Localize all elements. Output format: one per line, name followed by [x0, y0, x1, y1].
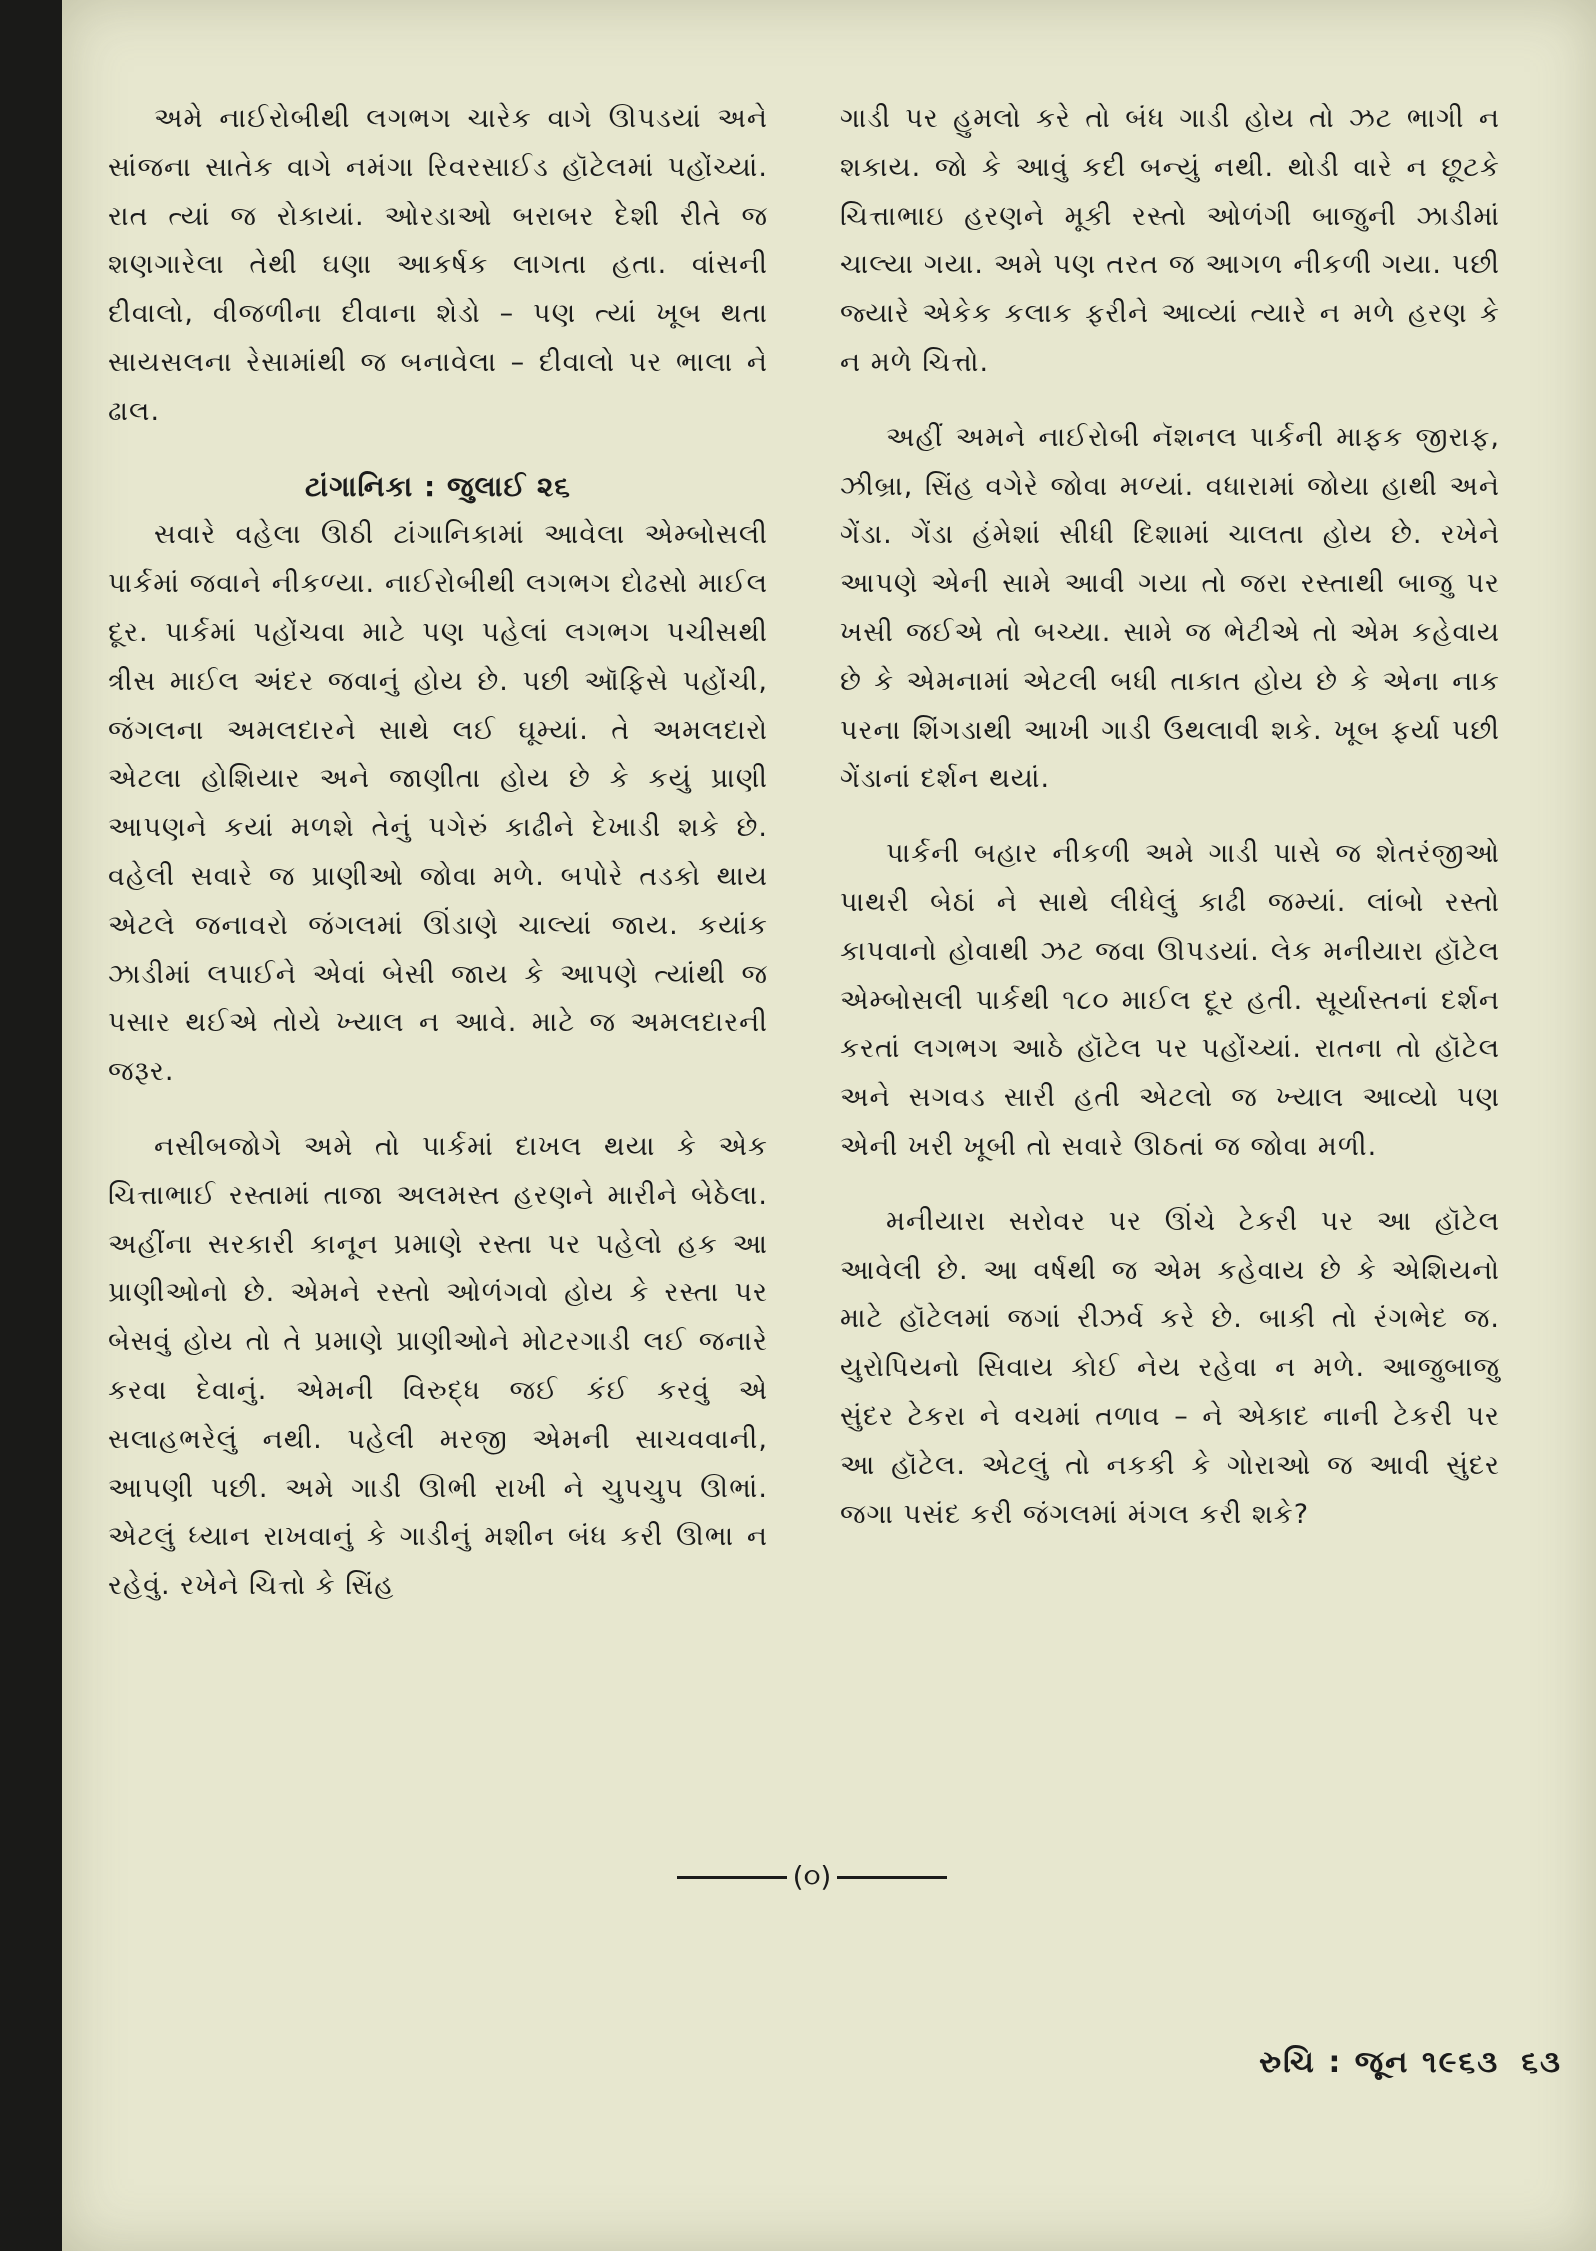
left-paragraph-1: અમે નાઈરોબીથી લગભગ ચારેક વાગે ઊપડયાં અને સાંજના સાતેક વાગે નમંગા રિવરસાઈડ હૉટેલમાં પહોંચ્યાં. રાત ત્યાં જ રોકાયાં. ઓરડાઓ બરાબર દેશી રીતે જ શણગારેલા તેથી ઘણા આકર્ષક લાગતા હતા. વાંસની દીવાલો, વીજળીના દીવાના શેડો – પણ ત્યાં ખૂબ થતા સાયસલના રેસામાંથી જ બનાવેલા – દીવાલો પર ભાલા ને ઢાલ.	[108, 103, 768, 427]
end-separator	[662, 1860, 962, 1894]
left-column	[108, 95, 768, 1637]
right-paragraph-4: મનીયારા સરોવર પર ઊંચે ટેકરી પર આ હૉટેલ આવેલી છે. આ વર્ષથી જ એમ કહેવાય છે કે એશિયનો માટે હૉટેલમાં જગાં રીઝર્વ કરે છે. બાકી તો રંગભેદ જ. યુરોપિયનો સિવાય કોઈ નેય રહેવા ન મળે. આજુબાજુ સુંદર ટેકરા ને વચમાં તળાવ – ને એકાદ નાની ટેકરી પર આ હૉટેલ. એટલું તો નકકી કે ગોરાઓ જ આવી સુંદર જગા પસંદ કરી જંગલમાં મંગલ કરી શકે?	[840, 1205, 1500, 1530]
separator-rule-left	[677, 1876, 787, 1879]
section-heading: ટાંગાનિકા : જુલાઈ ૨૬	[305, 469, 571, 503]
right-column	[840, 95, 1500, 1565]
separator-mark: (૦)	[792, 1860, 832, 1893]
right-paragraph-1: ગાડી પર હુમલો કરે તો બંધ ગાડી હોય તો ઝટ ભાગી ન શકાય. જો કે આવું કદી બન્યું નથી. થોડી વારે ન છૂટકે ચિત્તાભાઇ હરણને મૂકી રસ્તો ઓળંગી બાજુની ઝાડીમાં ચાલ્યા ગયા. અમે પણ તરત જ આગળ નીકળી ગયા. પછી જ્યારે એકેક કલાક ફરીને આવ્યાં ત્યારે ન મળે હરણ કે ન મળે ચિત્તો.	[840, 103, 1500, 378]
left-paragraph-2: સવારે વહેલા ઊઠી ટાંગાનિકામાં આવેલા એમ્બોસલી પાર્કમાં જવાને નીકળ્યા. નાઈરોબીથી લગભગ દોઢસો માઈલ દૂર. પાર્કમાં પહોંચવા માટે પણ પહેલાં લગભગ પચીસથી ત્રીસ માઈલ અંદર જવાનું હોય છે. પછી ઑફિસે પહોંચી, જંગલના અમલદારને સાથે લઈ ઘૂમ્યાં. તે અમલદારો એટલા હોશિયાર અને જાણીતા હોય છે કે કયું પ્રાણી આપણને કયાં મળશે તેનું પગેરું કાઢીને દેખાડી શકે છે. વહેલી સવારે જ પ્રાણીઓ જોવા મળે. બપોરે તડકો થાય એટલે જનાવરો જંગલમાં ઊંડાણે ચાલ્યાં જાય. કયાંક ઝાડીમાં લપાઈને એવાં બેસી જાય કે આપણે ત્યાંથી જ પસાર થઈએ તોયે ખ્યાલ ન આવે. માટે જ અમલદારની જરૂર.	[108, 519, 768, 1088]
right-paragraph-2: અહીં અમને નાઈરોબી નૅશનલ પાર્કની માફક જીરાફ, ઝીબ્રા, સિંહ વગેરે જોવા મળ્યાં. વધારામાં જોયા હાથી અને ગેંડા. ગેંડા હંમેશાં સીધી દિશામાં ચાલતા હોય છે. રખેને આપણે એની સામે આવી ગયા તો જરા રસ્તાથી બાજુ પર ખસી જઈએ તો બચ્યા. સામે જ ભેટીએ તો એમ કહેવાય છે કે એમનામાં એટલી બધી તાકાત હોય છે કે એના નાક પરના શિંગડાથી આખી ગાડી ઉથલાવી શકે. ખૂબ ફર્યા પછી ગેંડાનાં દર્શન થયાં.	[840, 421, 1500, 795]
footer-page-number: ૬૩	[1521, 2045, 1562, 2080]
separator-rule-right	[837, 1876, 947, 1879]
magazine-page	[62, 0, 1596, 2251]
page-footer	[1172, 2045, 1562, 2080]
footer-publication: રુચિ : જૂન ૧૯૬૩	[1259, 2045, 1500, 2080]
left-paragraph-3: નસીબજોગે અમે તો પાર્કમાં દાખલ થયા કે એક ચિત્તાભાઈ રસ્તામાં તાજા અલમસ્ત હરણને મારીને બેઠેલા. અહીંના સરકારી કાનૂન પ્રમાણે રસ્તા પર પહેલો હક આ પ્રાણીઓનો છે. એમને રસ્તો ઓળંગવો હોય કે રસ્તા પર બેસવું હોય તો તે પ્રમાણે પ્રાણીઓને મોટરગાડી લઈ જનારે કરવા દેવાનું. એમની વિરુદ્ધ જઈ કંઈ કરવું એ સલાહભરેલું નથી. પહેલી મરજી એમની સાચવવાની, આપણી પછી. અમે ગાડી ઊભી રાખી ને ચુપચુપ ઊભાં. એટલું ધ્યાન રાખવાનું કે ગાડીનું મશીન બંધ કરી ઊભા ન રહેવું. રખેને ચિત્તો કે સિંહ	[108, 1130, 768, 1602]
right-paragraph-3: પાર્કની બહાર નીકળી અમે ગાડી પાસે જ શેતરંજીઓ પાથરી બેઠાં ને સાથે લીધેલું કાઢી જમ્યાં. લાંબો રસ્તો કાપવાનો હોવાથી ઝટ જવા ઊપડયાં. લેક મનીયારા હૉટેલ એમ્બોસલી પાર્કથી ૧૮૦ માઈલ દૂર હતી. સૂર્યાસ્તનાં દર્શન કરતાં લગભગ આઠે હૉટેલ પર પહોંચ્યાં. રાતના તો હૉટેલ અને સગવડ સારી હતી એટલો જ ખ્યાલ આવ્યો પણ એની ખરી ખૂબી તો સવારે ઊઠતાં જ જોવા મળી.	[840, 838, 1500, 1162]
